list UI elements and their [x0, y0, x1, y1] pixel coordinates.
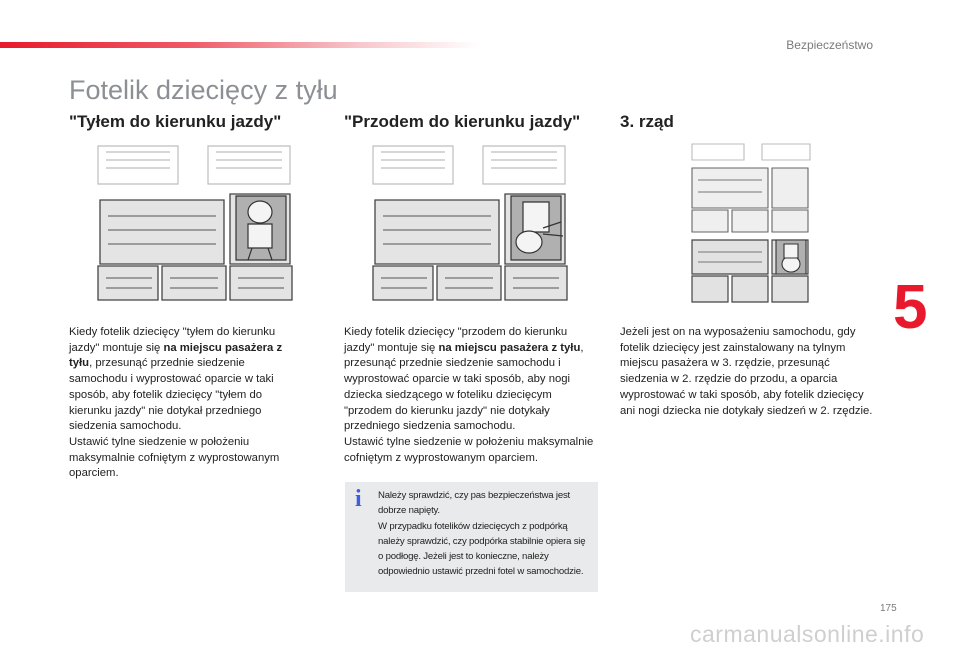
text-rear-facing: Kiedy fotelik dziecięcy "tyłem do kierunku jazdy" montuje się na miejscu pasażera z tyłu, przesunąć przednie siedzenie samochodu i wyprostować oparcie w taki sposób, aby fotelik dziecięcy "tyłem do kierunku jazdy" nie dotykał przedniego siedzenia samochodu. Ustawić tylne siedzenie w położeniu maksymalnie cofniętym z wyprostowanym oparciem. — [69, 326, 283, 480]
forward-facing-seat-illustration — [367, 138, 573, 308]
rear-facing-seat-illustration — [92, 138, 298, 308]
text-forward-facing: Kiedy fotelik dziecięcy "przodem do kierunku jazdy" montuje się na miejscu pasażera z tyłu, przesunąć przednie siedzenie samochodu i wyprostować oparcie w taki sposób, aby nogi dziecka siedzącego w foteliku dziecięcym "przodem do kierunku jazdy" nie dotykały przedniego siedzenia samochodu. Ustawić tylne siedzenie w położeniu maksymalnie cofniętym z wyprostowanym oparciem. — [344, 326, 594, 464]
forward-facing-child-seat — [511, 196, 563, 260]
info-icon: i — [355, 486, 362, 512]
rear-facing-child-seat — [236, 196, 286, 260]
info-note-box — [345, 482, 598, 592]
watermark: carmanualsonline.info — [690, 621, 925, 647]
third-row-seat-illustration — [688, 140, 814, 308]
text-third-row: Jeżeli jest on na wyposażeniu samochodu, gdy fotelik dziecięcy jest zainstalowany na tylnym miejscu pasażera w 3. rzędzie, przesunąć siedzenia w 2. rzędzie do przodu, a oparcia wyprostować w taki sposób, aby fotelik dziecięcy ani nogi dziecka nie dotykały siedzeń w 2. rzędzie. — [620, 326, 873, 417]
top-accent-bar — [0, 42, 480, 48]
third-row-child-seat — [776, 240, 806, 274]
heading-third-row: 3. rząd — [620, 112, 674, 131]
chapter-number: 5 — [893, 273, 928, 342]
page-number: 175 — [880, 603, 897, 614]
page-title: Fotelik dziecięcy z tyłu — [69, 75, 338, 105]
section-label: Bezpieczeństwo — [786, 38, 873, 52]
heading-forward-facing: "Przodem do kierunku jazdy" — [344, 112, 581, 131]
heading-rear-facing: "Tyłem do kierunku jazdy" — [69, 112, 282, 131]
info-note-text: Należy sprawdzić, czy pas bezpieczeństwa jest dobrze napięty. W przypadku fotelików dziecięcych z podpórką należy sprawdzić, czy podpórka stabilnie opiera się o podłogę. Jeżeli jest to konieczne, należy odpowiednio ustawić przedni fotel w samochodzie. — [378, 490, 586, 578]
